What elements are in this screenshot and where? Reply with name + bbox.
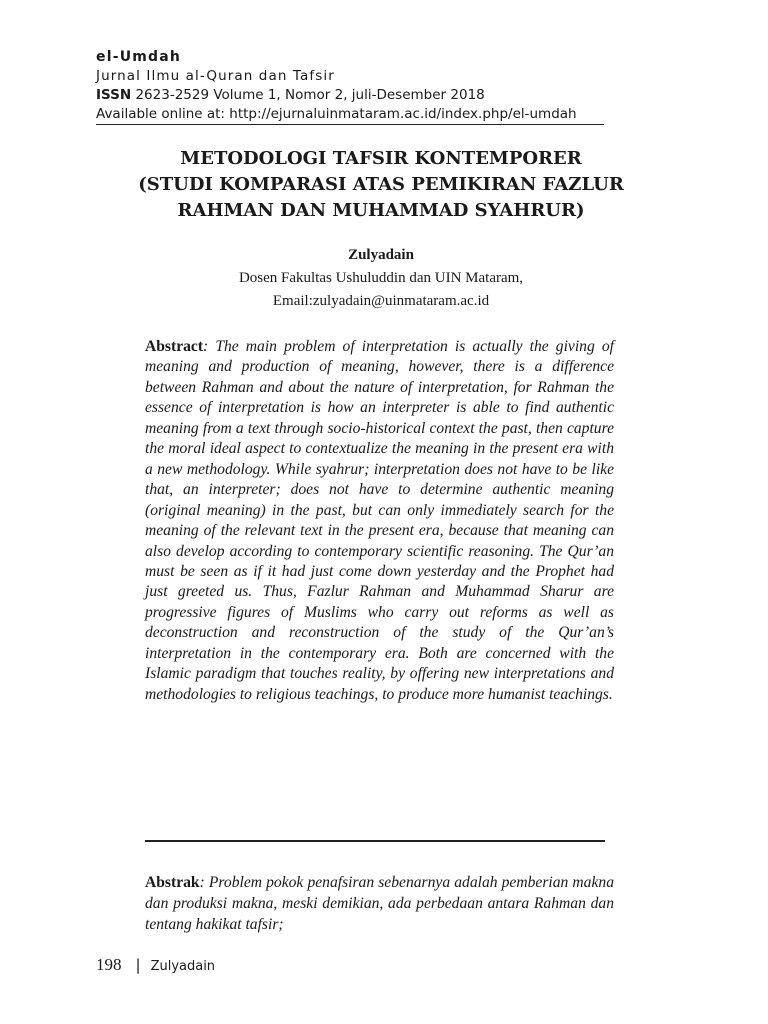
abstract-colon: : [203, 338, 209, 355]
abstract-english [145, 337, 614, 705]
issn-details: 2623-2529 Volume 1, Nomor 2, juli-Desember 2018 [135, 87, 485, 103]
journal-subtitle: Jurnal Ilmu al-Quran dan Tafsir [96, 68, 335, 84]
abstrak-colon: : [199, 874, 205, 891]
title-line-1: METODOLOGI TAFSIR KONTEMPORER [180, 148, 582, 169]
abstrak-label: Abstrak [145, 874, 200, 891]
page-number: 198 [96, 955, 122, 974]
section-divider [145, 840, 605, 842]
article-title [96, 146, 666, 224]
journal-issn-line [96, 86, 577, 105]
issn-label: ISSN [96, 87, 132, 103]
author-block [96, 244, 666, 313]
page-footer [96, 955, 215, 975]
running-head: Zulyadain [150, 959, 216, 974]
title-line-2: (STUDI KOMPARASI ATAS PEMIKIRAN FAZLUR [138, 174, 624, 195]
footer-separator: | [135, 956, 141, 974]
title-line-3: RAHMAN DAN MUHAMMAD SYAHRUR) [177, 200, 585, 221]
author-email: Email:zulyadain@uinmataram.ac.id [272, 293, 490, 309]
header-divider [96, 124, 604, 125]
journal-url-line: Available online at: http://ejurnaluinmataram.ac.id/index.php/el-umdah [96, 106, 577, 122]
abstract-indonesian [145, 872, 614, 935]
abstract-text: The main problem of interpretation is actually the giving of meaning and production of meaning, however, there is a difference between Rahman and about the nature of interpretation, for Rahman the essence of interpretation is how an interpreter is able to find authentic meaning from a text through socio-historical context the past, then capture the moral ideal aspect to contextualize the meaning in the present era with a new methodology. While syahrur; interpretation does not have to be like that, an interpreter; does not have to determine authentic meaning (original meaning) in the past, but can only immediately search for the meaning of the relevant text in the present era, because that meaning can also develop according to contemporary scientific reasoning. The Qur’an must be seen as if it had just come down yesterday and the Prophet had just greeted us. Thus, Fazlur Rahman and Muhammad Sharur are progressive figures of Muslims who carry out reforms as well as deconstruction and reconstruction of the study of the Qur’an’s interpretation in the contemporary era. Both are concerned with the Islamic paradigm that touches reality, by offering new interpretations and methodologies to religious teachings, to produce more humanist teachings. [145, 338, 614, 703]
abstrak-text: Problem pokok penafsiran sebenarnya adalah pemberian makna dan produksi makna, meski demikian, ada perbedaan antara Rahman dan tentang hakikat tafsir; [145, 874, 614, 933]
journal-name: el-Umdah [96, 49, 182, 65]
author-affiliation: Dosen Fakultas Ushuluddin dan UIN Mataram, [238, 270, 524, 286]
author-name: Zulyadain [348, 247, 414, 263]
journal-header [96, 48, 577, 124]
abstract-label: Abstract [145, 338, 204, 355]
